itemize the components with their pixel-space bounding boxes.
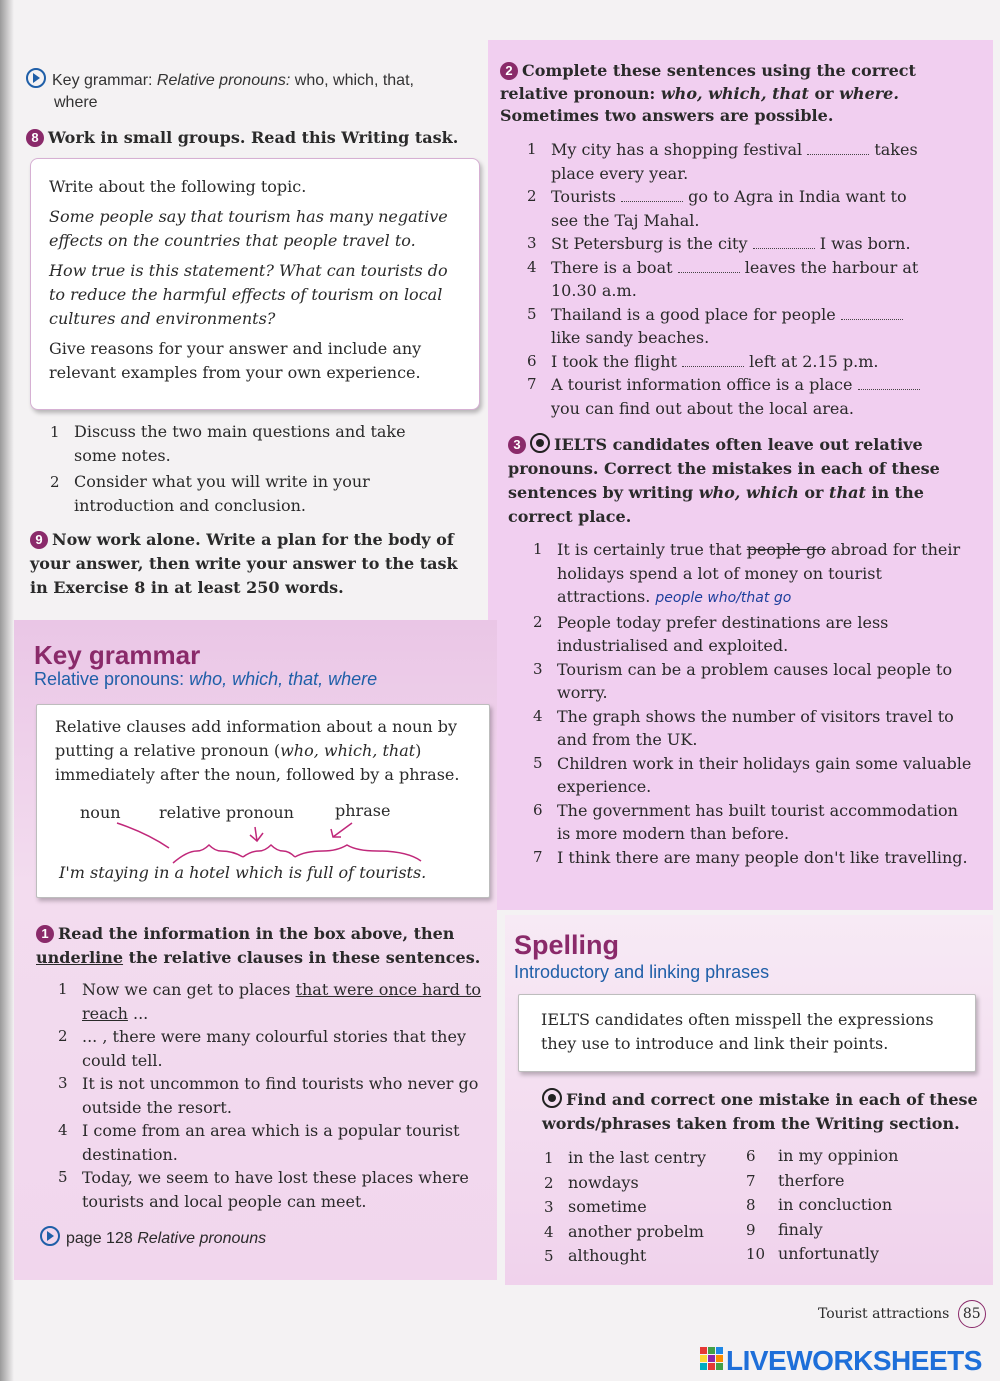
item-number: 7	[527, 375, 537, 393]
item-text: Thailand is a good place for people	[551, 304, 836, 324]
spelling-title: Spelling	[514, 930, 620, 960]
list-item	[533, 799, 973, 846]
item-text-b: I was born.	[819, 234, 911, 253]
spelling-words-left	[544, 1146, 744, 1269]
exercise-number-badge: 1	[36, 925, 54, 943]
item-text: A tourist information office is a place	[551, 375, 853, 394]
exercise-2-items	[527, 138, 937, 420]
arrow-right-icon	[40, 1226, 60, 1246]
logo-cell	[700, 1347, 707, 1354]
label-noun: noun	[80, 803, 121, 822]
list-item	[50, 420, 450, 468]
item-text: in concluction	[778, 1195, 893, 1214]
list-item	[527, 138, 937, 185]
item-text: sometime	[568, 1197, 647, 1216]
item-text: Consider what you will write in your introduction and conclusion.	[74, 472, 370, 515]
list-item	[746, 1193, 966, 1218]
item-text: It is not uncommon to find tourists who never go outside the resort.	[82, 1074, 479, 1117]
list-item	[533, 846, 973, 870]
item-text: There is a boat	[551, 257, 673, 277]
item-text: Today, we seem to have lost these places where tourists and local people can meet.	[82, 1168, 469, 1211]
item-number: 2	[527, 187, 537, 205]
list-item	[746, 1169, 966, 1194]
task-line-2: Some people say that tourism has many negative effects on the countries that people travel to.	[49, 207, 448, 250]
item-text: People today prefer destinations are less industrialised and exploited.	[557, 612, 889, 655]
answer-blank[interactable]	[807, 142, 869, 155]
list-item	[58, 1119, 498, 1166]
box-text-a: Relative clauses add information about a noun by putting a relative pronoun (	[55, 717, 457, 760]
task-line-1: Write about the following topic.	[49, 177, 307, 196]
item-number: 3	[527, 234, 537, 252]
list-item	[544, 1146, 744, 1171]
arrow-noun	[117, 823, 169, 848]
item-text: althought	[568, 1246, 647, 1265]
list-item	[746, 1242, 966, 1267]
task-line-3: How true is this statement? What can tourists do to reduce the harmful effects of tourism on local cultures and environments?	[49, 261, 448, 328]
ex2-ital2: where.	[839, 83, 899, 103]
item-number: 2	[544, 1173, 554, 1192]
list-item	[58, 978, 498, 1025]
item-number: 3	[58, 1074, 68, 1092]
exercise-8-instruction	[26, 128, 486, 147]
item-number: 6	[527, 351, 537, 370]
item-text: ... , there were many colourful stories that they could tell.	[82, 1027, 466, 1070]
spelling-instruction-text: Find and correct one mistake in each of these words/phrases taken from the Writing section.	[542, 1090, 978, 1133]
list-item	[544, 1244, 744, 1269]
exercise-1-instruction	[36, 922, 488, 970]
spelling-info-box	[518, 994, 976, 1072]
ex1-text-u: underline	[36, 948, 124, 967]
exercise-number-badge: 2	[500, 62, 518, 80]
list-item	[58, 1166, 498, 1213]
logo-cell	[716, 1363, 723, 1370]
ex2-text-c: Sometimes two answers are possible.	[500, 106, 834, 125]
item-text: I took the flight	[551, 351, 677, 371]
list-item	[527, 185, 937, 232]
item-text: I come from an area which is a popular tourist destination.	[82, 1121, 460, 1164]
logo-cell	[708, 1363, 715, 1370]
ex2-text-b: or	[808, 83, 840, 103]
list-item	[527, 303, 937, 350]
item-text: It is certainly true that	[557, 540, 747, 559]
ex2-ital: who, which, that	[660, 83, 809, 103]
logo-cell	[708, 1347, 715, 1354]
item-text: St Petersburg is the city	[551, 234, 748, 253]
logo-cell	[716, 1347, 723, 1354]
exercise-number-badge: 3	[508, 436, 526, 454]
task-line-4: Give reasons for your answer and include any relevant examples from your own experience.	[49, 339, 422, 382]
item-text-b: go to Agra in India want to see the Taj Mahal.	[551, 187, 907, 230]
item-text-b: left at 2.15 p.m.	[749, 351, 879, 371]
liveworksheets-logo-icon	[700, 1347, 724, 1373]
item-number: 5	[58, 1168, 68, 1186]
item-number: 4	[533, 706, 543, 725]
item-number: 10	[746, 1245, 766, 1263]
exercise-number-badge: 8	[26, 129, 44, 147]
ex1-text-b: the relative clauses in these sentences.	[123, 948, 481, 967]
item-underlined: that were once hard to reach	[82, 980, 482, 1023]
page-ref-ital: Relative pronouns	[137, 1230, 267, 1247]
watermark-text: LIVEWORKSHEETS	[726, 1345, 982, 1376]
item-number: 5	[527, 304, 537, 323]
item-text: finaly	[778, 1219, 823, 1239]
item-text: Now we can get to places	[82, 980, 296, 999]
ex2-text-a: Complete these sentences using the correct relative pronoun:	[500, 61, 916, 103]
page-number: 85	[958, 1300, 986, 1328]
subtitle-ital: who, which, that, where	[189, 669, 378, 689]
item-number: 4	[544, 1222, 554, 1241]
item-number: 7	[746, 1171, 756, 1190]
item-text-b: abroad for their holidays spend a lot of money on tourist attractions.	[557, 540, 961, 606]
list-item	[527, 232, 937, 256]
box-text-b: ) immediately after the noun, followed by a phrase.	[55, 741, 460, 784]
brace-phrase	[295, 845, 421, 861]
item-number: 2	[50, 473, 60, 491]
item-text-b: you can find out about the local area.	[551, 398, 854, 418]
item-text: The government has built tourist accommodation is more modern than before.	[557, 800, 958, 843]
key-grammar-title: Key grammar	[34, 640, 201, 670]
page-gutter-shadow	[0, 0, 14, 1381]
item-number: 8	[746, 1196, 756, 1214]
list-item	[544, 1195, 744, 1220]
list-item	[533, 611, 973, 658]
item-number: 1	[533, 540, 543, 558]
list-item	[527, 350, 937, 374]
logo-cell	[708, 1355, 715, 1362]
answer-blank[interactable]	[621, 189, 683, 202]
list-item	[58, 1072, 498, 1119]
list-item	[533, 752, 973, 799]
item-tail: ...	[127, 1003, 149, 1023]
exercise-number-badge: 9	[30, 531, 48, 549]
logo-cell	[700, 1363, 707, 1370]
ex3-text-c: in the correct place.	[508, 483, 924, 526]
item-number: 6	[533, 800, 543, 819]
answer-blank[interactable]	[682, 354, 744, 367]
item-text: The graph shows the number of visitors travel to and from the UK.	[557, 706, 954, 749]
ex8-text: Work in small groups. Read this Writing task.	[48, 128, 459, 147]
ref-topic: Relative pronouns:	[156, 72, 291, 89]
list-item	[746, 1218, 966, 1243]
ex9-text: Now work alone. Write a plan for the body of your answer, then write your answer to the task in Exercise 8 in at least 250 words.	[30, 530, 458, 597]
ex3-ital2: that	[829, 483, 866, 502]
item-text-b: takes place every year.	[551, 140, 918, 183]
label-relative-pronoun: relative pronoun	[159, 803, 294, 822]
list-item	[50, 470, 450, 518]
item-number: 7	[533, 847, 543, 866]
exercise-3-instruction	[508, 433, 958, 529]
page-reference-link[interactable]	[40, 1226, 266, 1248]
exercise-3-items	[533, 538, 973, 869]
item-text-b: leaves the harbour at 10.30 a.m.	[551, 257, 919, 300]
brace-noun	[173, 845, 243, 863]
ref-words2: where	[54, 94, 98, 111]
item-text: nowdays	[568, 1172, 639, 1192]
item-text: unfortunatly	[778, 1244, 879, 1263]
footer-section: Tourist attractions	[818, 1306, 950, 1322]
item-number: 1	[544, 1149, 554, 1167]
example-sentence: I'm staying in a hotel which is full of tourists.	[59, 863, 427, 882]
spelling-instruction	[542, 1088, 982, 1136]
item-number: 3	[533, 659, 543, 678]
item-number: 5	[544, 1247, 554, 1265]
item-number: 2	[58, 1027, 68, 1045]
relative-clause-box	[36, 704, 490, 898]
label-phrase: phrase	[335, 801, 391, 820]
ref-words: who, which, that,	[294, 72, 414, 89]
arrow-right-icon	[26, 68, 46, 88]
list-item	[533, 705, 973, 752]
ex3-ital: who, which	[698, 483, 799, 502]
item-number: 6	[746, 1147, 756, 1165]
item-number: 1	[50, 423, 60, 441]
item-number: 4	[58, 1121, 68, 1139]
item-number: 9	[746, 1220, 756, 1239]
ex3-text-b: or	[798, 483, 830, 502]
item-strike: people go	[746, 540, 826, 559]
exercise-2-instruction	[500, 60, 930, 128]
item-number: 2	[533, 612, 543, 631]
subtitle-plain: Relative pronouns:	[34, 669, 190, 689]
ex3-text-a: IELTS candidates often leave out relative pronouns. Correct the mistakes in each of these sentences by writing	[508, 435, 940, 502]
box-text-ital: who, which, that	[280, 741, 416, 760]
list-item	[544, 1220, 744, 1245]
answer-blank[interactable]	[753, 236, 815, 249]
list-item	[533, 658, 973, 705]
list-item	[746, 1144, 966, 1169]
exercise-9-instruction	[30, 528, 480, 600]
item-text-b: like sandy beaches.	[551, 328, 710, 347]
page-ref-text: page 128	[66, 1230, 138, 1247]
spelling-subtitle: Introductory and linking phrases	[514, 962, 770, 982]
answer-blank[interactable]	[858, 377, 920, 390]
item-number: 3	[544, 1198, 554, 1216]
list-item	[58, 1025, 498, 1072]
exercise-8-steps	[50, 420, 450, 518]
spelling-words-right	[746, 1144, 966, 1267]
handwritten-answer: people who/that go	[655, 590, 792, 606]
logo-cell	[700, 1355, 707, 1362]
item-text: I think there are many people don't like travelling.	[557, 847, 968, 867]
item-text: in my oppinion	[778, 1146, 899, 1165]
answer-blank[interactable]	[678, 260, 740, 273]
spelling-info-text: IELTS candidates often misspell the expressions they use to introduce and link their points.	[541, 1010, 934, 1053]
item-text: Tourists	[551, 187, 616, 206]
ielts-exam-icon	[542, 1088, 562, 1108]
item-number: 1	[58, 980, 68, 998]
item-text: in the last centry	[568, 1148, 707, 1167]
list-item	[527, 256, 937, 303]
list-item	[527, 373, 937, 420]
answer-blank[interactable]	[841, 307, 903, 320]
exercise-1-items	[58, 978, 498, 1213]
item-text: Discuss the two main questions and take some notes.	[74, 422, 406, 465]
item-text: Children work in their holidays gain some valuable experience.	[557, 753, 972, 796]
key-grammar-reference[interactable]	[26, 68, 456, 114]
logo-cell	[716, 1355, 723, 1362]
list-item	[544, 1171, 744, 1196]
item-number: 5	[533, 753, 543, 772]
page-footer	[818, 1300, 986, 1328]
arrow-phrase	[333, 823, 352, 837]
item-text: Tourism can be a problem causes local people to worry.	[557, 659, 953, 702]
item-text: another probelm	[568, 1221, 704, 1241]
item-text: My city has a shopping festival	[551, 140, 803, 159]
item-number: 4	[527, 257, 537, 276]
ex1-text-a: Read the information in the box above, then	[58, 924, 455, 943]
ref-label: Key grammar:	[52, 72, 153, 89]
key-grammar-subtitle	[34, 669, 377, 690]
ielts-exam-icon	[530, 433, 550, 453]
brace-relpron	[243, 845, 295, 857]
writing-task-box	[30, 158, 480, 410]
item-number: 1	[527, 140, 537, 158]
list-item	[533, 538, 973, 611]
item-text: therfore	[778, 1170, 845, 1190]
